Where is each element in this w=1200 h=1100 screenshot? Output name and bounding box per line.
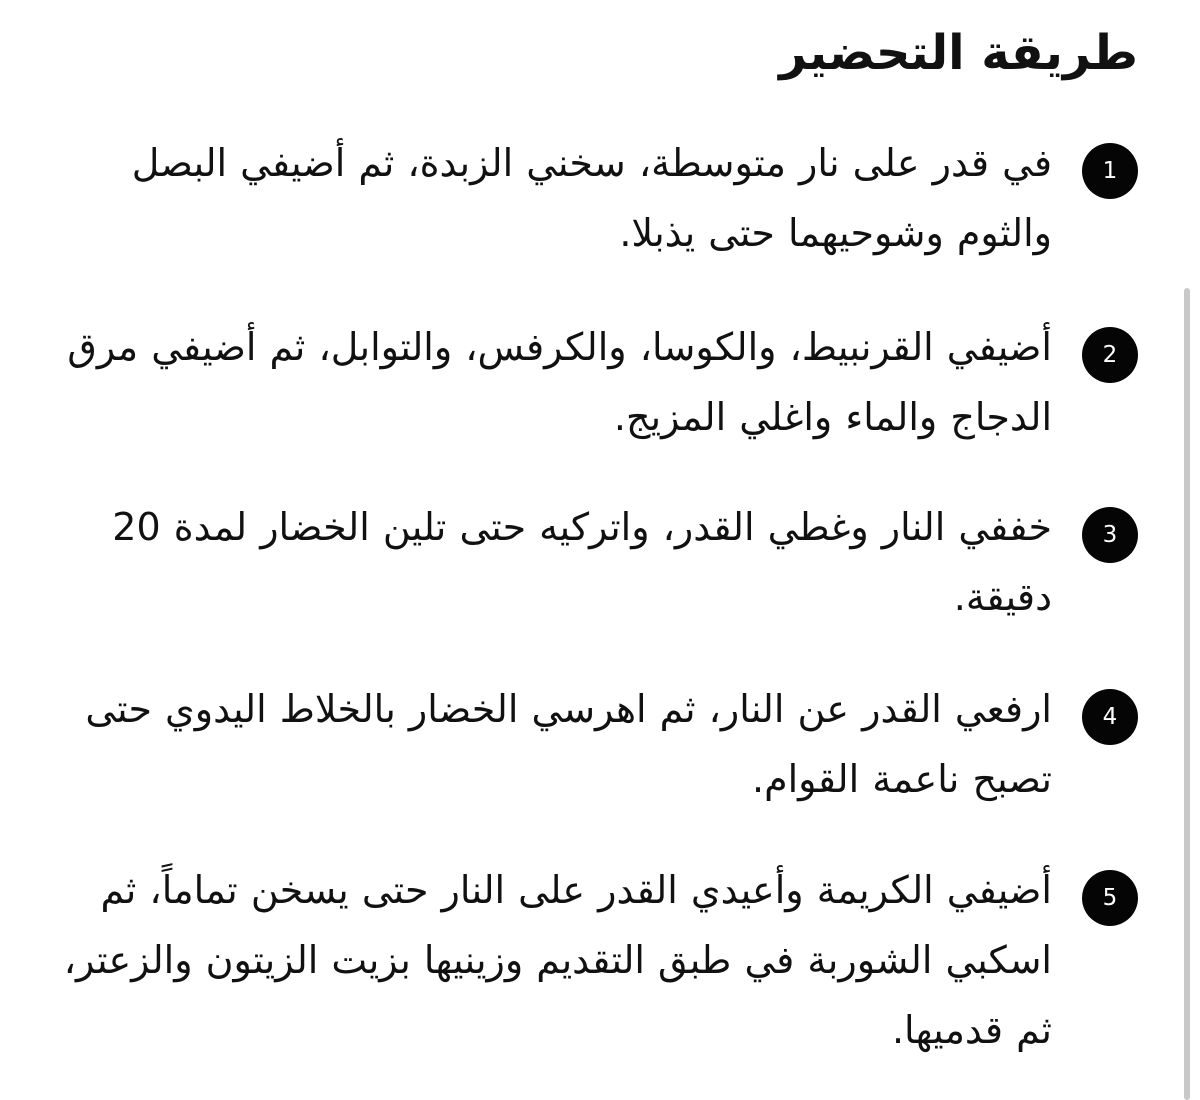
step-number-badge: 5 [1082, 870, 1138, 926]
method-title: طريقة التحضير [779, 25, 1138, 81]
vertical-scrollbar[interactable] [1184, 288, 1190, 1100]
step-text: خففي النار وغطي القدر، واتركيه حتى تلين الخضار لمدة 20 دقيقة. [112, 505, 1052, 619]
step-number-badge: 1 [1082, 143, 1138, 199]
step-text: أضيفي القرنبيط، والكوسا، والكرفس، والتوابل، ثم أضيفي مرق الدجاج والماء واغلي المزيج. [67, 325, 1052, 439]
step-text: في قدر على نار متوسطة، سخني الزبدة، ثم أضيفي البصل والثوم وشوحيهما حتى يذبلا. [131, 141, 1052, 255]
step-number-badge: 3 [1082, 507, 1138, 563]
scrollbar-thumb[interactable] [1184, 288, 1190, 1100]
step-number-badge: 2 [1082, 327, 1138, 383]
step-text: أضيفي الكريمة وأعيدي القدر على النار حتى يسخن تماماً، ثم اسكبي الشوربة في طبق التقديم وزينيها بزيت الزيتون والزعتر، ثم قدميها. [63, 868, 1052, 1052]
step-text: ارفعي القدر عن النار، ثم اهرسي الخضار بالخلاط اليدوي حتى تصبح ناعمة القوام. [85, 687, 1052, 801]
step-number-badge: 4 [1082, 689, 1138, 745]
